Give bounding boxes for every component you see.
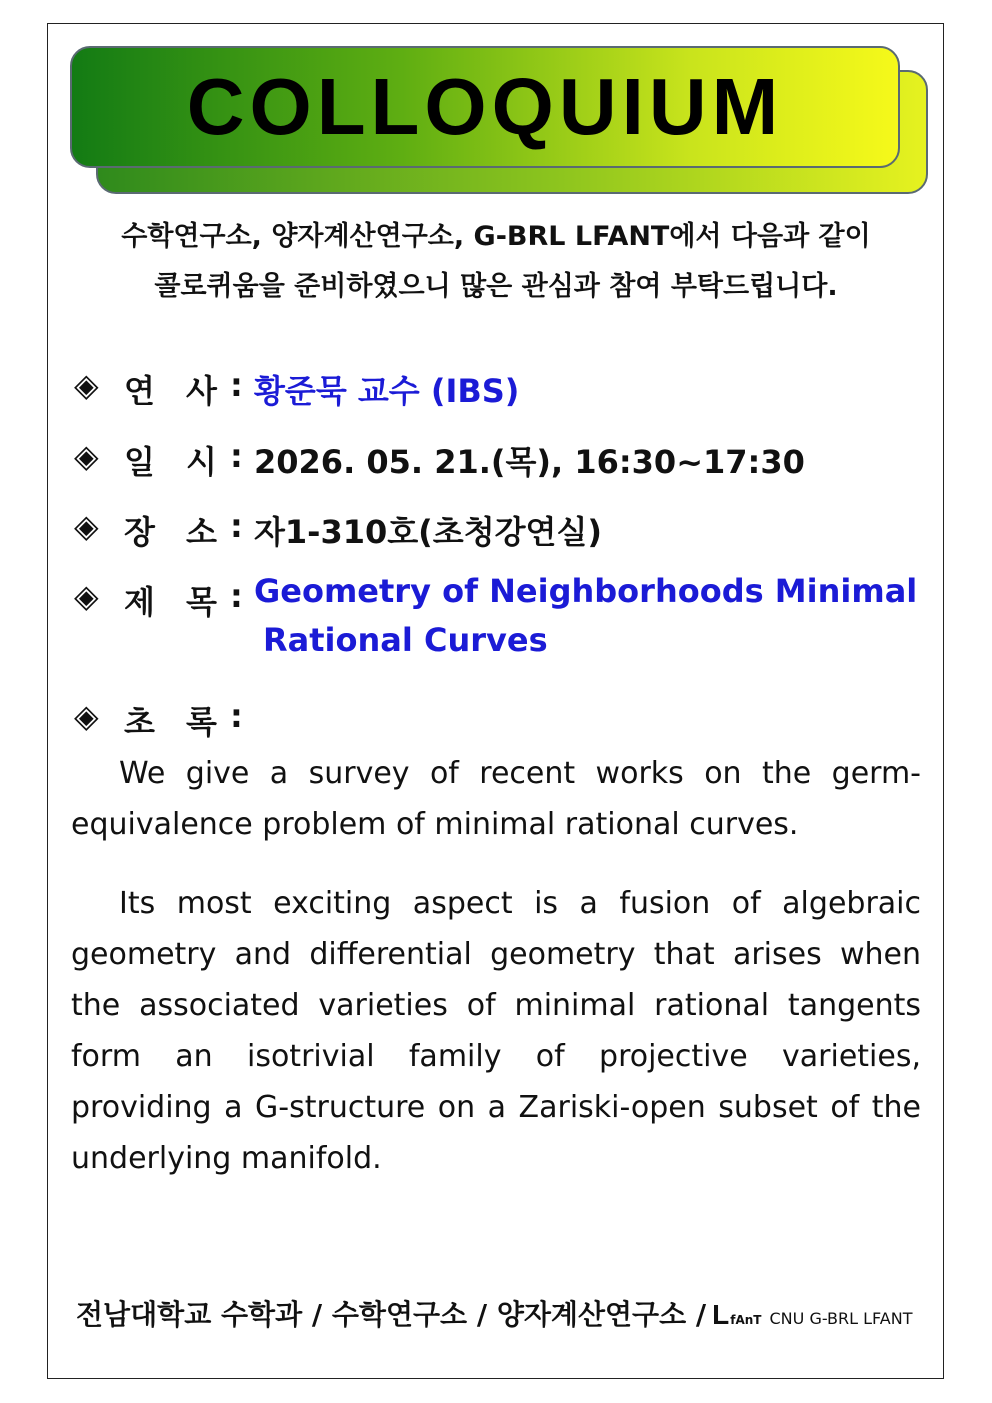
intro-text [70,212,922,312]
abstract-body [71,748,921,1184]
abstract-paragraph-1: We give a survey of recent works on the germ-equivalence problem of minimal rational curves. [71,756,921,842]
footer-tag: CNU G-BRL LFANT [769,1309,913,1328]
speaker-row [74,366,519,412]
colon: : [230,437,243,475]
speaker-label: 연 사 [124,372,227,410]
place-label: 장 소 [124,513,227,551]
colon: : [230,697,243,735]
diamond-bullet-icon: ◈ [74,507,99,545]
place-value: 자1-310호(초청강연실) [254,513,602,551]
datetime-value: 2026. 05. 21.(목), 16:30~17:30 [254,443,805,481]
diamond-bullet-icon: ◈ [74,697,99,735]
title-banner [70,46,900,168]
datetime-label: 일 시 [124,443,227,481]
abstract-label: 초 록 [124,703,227,741]
lfant-logo-l: L [712,1299,730,1330]
topic-value [254,567,917,665]
colon: : [230,366,243,404]
datetime-row [74,437,805,483]
colon: : [230,507,243,545]
colon: : [230,577,243,615]
diamond-bullet-icon: ◈ [74,437,99,475]
speaker-value: 황준묵 교수 (IBS) [254,372,520,410]
intro-line-1: 수학연구소, 양자계산연구소, G-BRL LFANT에서 다음과 같이 [121,221,871,252]
topic-line-1: Geometry of Neighborhoods Minimal [254,572,918,610]
topic-line-2: Rational Curves [263,621,548,659]
abstract-row [74,697,254,743]
topic-row [74,572,918,665]
lfant-logo [712,1299,761,1331]
topic-label: 제 목 [124,583,227,621]
place-row [74,507,602,553]
footer [76,1293,912,1333]
footer-affiliations: 전남대학교 수학과 / 수학연구소 / 양자계산연구소 / [76,1298,707,1331]
diamond-bullet-icon: ◈ [74,577,99,615]
intro-line-2: 콜로퀴움을 준비하였으니 많은 관심과 참여 부탁드립니다. [154,271,838,302]
diamond-bullet-icon: ◈ [74,366,99,404]
lfant-logo-text: fAnT [730,1313,762,1327]
banner-title: COLLOQUIUM [186,62,784,151]
abstract-paragraph-2: Its most exciting aspect is a fusion of algebraic geometry and differential geometry that arises when the associated varieties of minimal rational tangents form an isotrivial family of projective varieties, providing a G-structure on a Zariski-open subset of the underlying manifold. [71,886,921,1176]
